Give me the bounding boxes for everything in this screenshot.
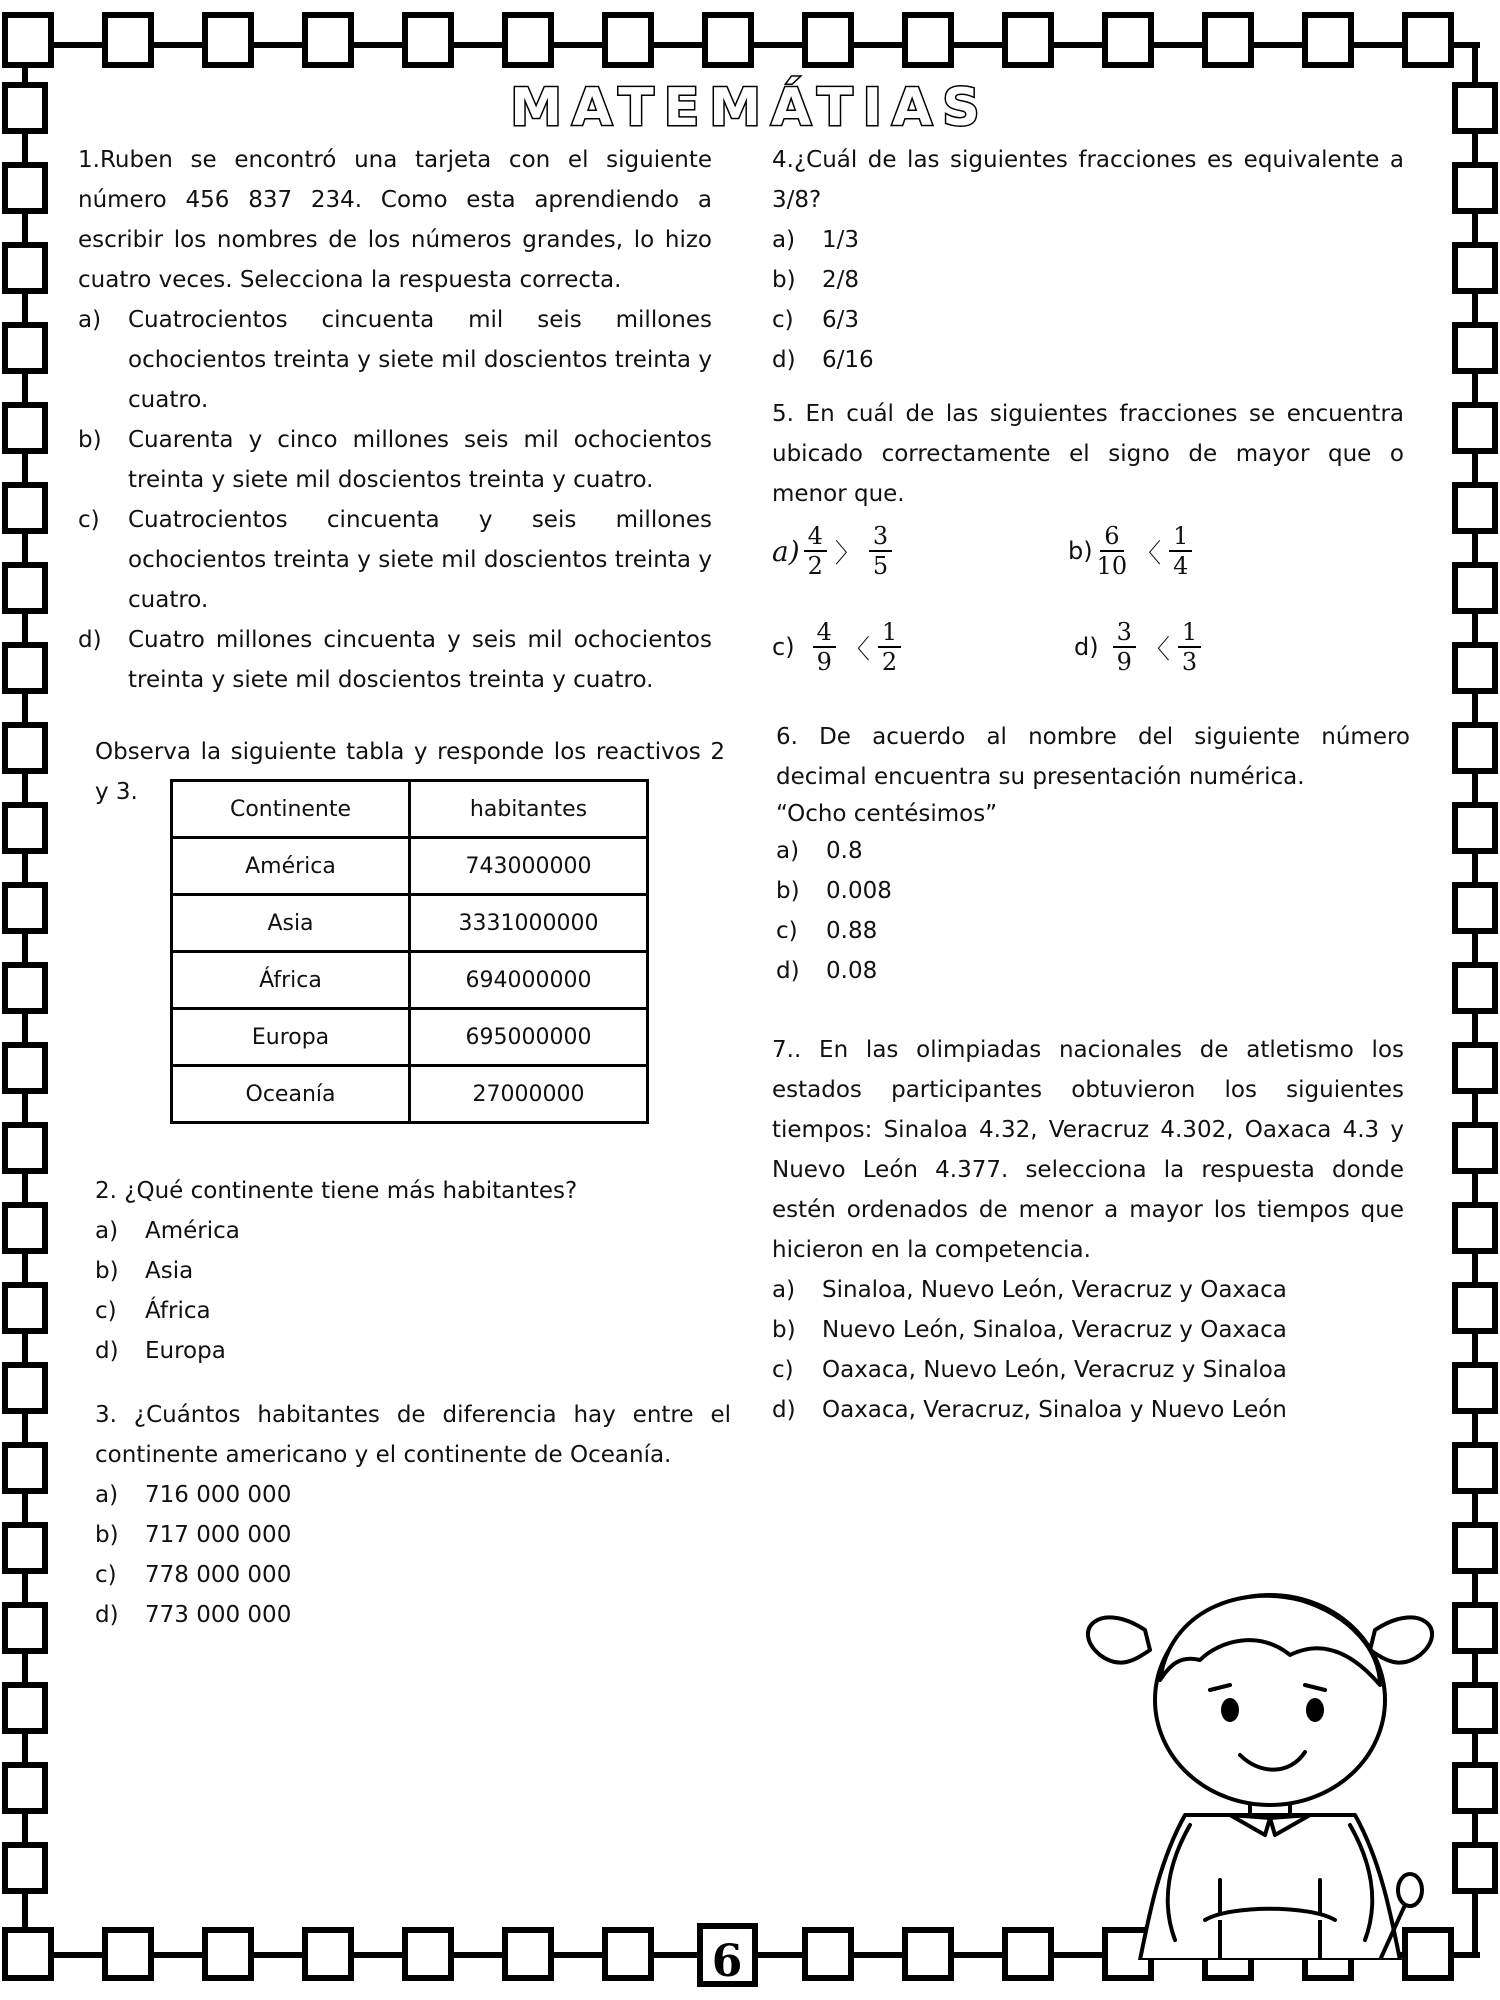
question-5-text: 5. En cuál de las siguientes fracciones se encuentra ubicado correctamente el signo de mayor que o menor que. xyxy=(772,401,1404,507)
border-box xyxy=(5,965,45,1011)
option-text: 773 000 000 xyxy=(145,1602,292,1628)
option[interactable] xyxy=(776,911,1410,951)
table-intro-text: Observa la siguiente tabla y responde los reactivos 2 y 3. xyxy=(95,739,725,805)
option-letter: b) xyxy=(78,427,102,453)
border-box xyxy=(5,1765,45,1811)
option-text: África xyxy=(145,1298,211,1324)
option[interactable] xyxy=(772,1350,1404,1390)
option-letter: a) xyxy=(776,838,800,864)
table-cell: 27000000 xyxy=(410,1066,648,1123)
comparison-sign: 〈 xyxy=(843,634,870,665)
question-2-text: 2. ¿Qué continente tiene más habitantes? xyxy=(95,1178,578,1204)
border-box xyxy=(205,1930,251,1978)
border-box xyxy=(1455,805,1495,851)
option-letter: c) xyxy=(772,1357,794,1383)
border-box xyxy=(1405,15,1451,65)
border-box xyxy=(905,1930,951,1978)
question-6 xyxy=(776,717,1410,991)
border-box xyxy=(1455,485,1495,531)
option-letter: a) xyxy=(772,227,796,253)
option-letter: a) xyxy=(772,1277,796,1303)
option[interactable] xyxy=(772,1270,1404,1310)
option-text: Sinaloa, Nuevo León, Veracruz y Oaxaca xyxy=(822,1277,1287,1303)
population-table xyxy=(170,779,649,1124)
border-box xyxy=(505,1930,551,1978)
option-text: Asia xyxy=(145,1258,194,1284)
border-box xyxy=(605,15,651,65)
option-letter: d) xyxy=(78,627,102,653)
border-box xyxy=(5,1685,45,1731)
border-box xyxy=(5,1285,45,1331)
option-text: 0.008 xyxy=(826,878,892,904)
comparison-sign: 〈 xyxy=(1135,538,1162,569)
table-row xyxy=(172,1066,648,1123)
fraction xyxy=(869,522,892,580)
option[interactable] xyxy=(78,300,712,420)
option-letter: b) xyxy=(772,1317,796,1343)
option[interactable] xyxy=(95,1291,725,1331)
fraction xyxy=(1169,522,1192,580)
numerator: 4 xyxy=(804,522,827,552)
option-text: 0.88 xyxy=(826,918,878,944)
border-box xyxy=(105,1930,151,1978)
border-box xyxy=(205,15,251,65)
option-text: 716 000 000 xyxy=(145,1482,292,1508)
option[interactable] xyxy=(78,500,712,620)
border-box xyxy=(505,15,551,65)
border-box xyxy=(1455,325,1495,371)
question-6-text: 6. De acuerdo al nombre del siguiente número decimal encuentra su presentación numérica. xyxy=(776,724,1410,790)
question-7 xyxy=(772,1030,1404,1430)
table-row xyxy=(172,952,648,1009)
option[interactable] xyxy=(95,1595,731,1635)
question-3 xyxy=(95,1395,731,1635)
option-letter: d) xyxy=(776,958,800,984)
border-box xyxy=(5,1525,45,1571)
border-box xyxy=(105,15,151,65)
page-title: MATEMÁTIAS xyxy=(510,78,990,138)
option[interactable] xyxy=(772,220,1404,260)
border-box xyxy=(5,725,45,771)
option-text: Cuarenta y cinco millones seis mil ochocientos treinta y siete mil doscientos treinta y cuatro. xyxy=(128,427,712,493)
option-text: Cuatrocientos cincuenta mil seis millones ochocientos treinta y siete mil doscientos treinta y cuatro. xyxy=(128,307,712,413)
border-box xyxy=(1455,645,1495,691)
option[interactable] xyxy=(772,522,896,580)
border-box xyxy=(1305,15,1351,65)
border-box xyxy=(5,885,45,931)
option-letter: d) xyxy=(1074,633,1099,661)
border-box xyxy=(1455,1205,1495,1251)
option-text: 1/3 xyxy=(822,227,860,253)
border-box xyxy=(5,15,51,65)
option-letter: c) xyxy=(95,1562,117,1588)
option[interactable] xyxy=(95,1211,725,1251)
option-letter: b) xyxy=(95,1258,119,1284)
option[interactable] xyxy=(95,1331,725,1371)
option[interactable] xyxy=(95,1555,731,1595)
table-header-row xyxy=(172,781,648,838)
denominator: 10 xyxy=(1096,552,1128,580)
question-2 xyxy=(95,1171,725,1371)
option-text: América xyxy=(145,1218,240,1244)
table-row xyxy=(172,1009,648,1066)
option-text: Oaxaca, Nuevo León, Veracruz y Sinaloa xyxy=(822,1357,1287,1383)
option-text: 717 000 000 xyxy=(145,1522,292,1548)
option-text: Cuatrocientos cincuenta y seis millones ochocientos treinta y siete mil doscientos treinta y cuatro. xyxy=(128,507,712,613)
border-box xyxy=(1455,1125,1495,1171)
border-box xyxy=(805,1930,851,1978)
numerator: 3 xyxy=(869,522,892,552)
table-header: Continente xyxy=(172,781,410,838)
border-box xyxy=(5,1845,45,1891)
option-letter: b) xyxy=(95,1522,119,1548)
option-text: 0.8 xyxy=(826,838,863,864)
denominator: 2 xyxy=(881,648,898,676)
table-cell: Asia xyxy=(172,895,410,952)
border-box xyxy=(805,15,851,65)
table-cell: África xyxy=(172,952,410,1009)
numerator: 1 xyxy=(1169,522,1192,552)
option-text: 0.08 xyxy=(826,958,878,984)
option-text: 6/3 xyxy=(822,307,860,333)
option-letter: a) xyxy=(78,307,102,333)
fraction xyxy=(1097,522,1128,580)
option-letter: c) xyxy=(772,307,794,333)
border-box xyxy=(5,245,45,291)
question-7-text: 7.. En las olimpiadas nacionales de atletismo los estados participantes obtuvieron los siguientes tiempos: Sinaloa 4.32, Veracruz 4.302, Oaxaca 4.3 y Nuevo León 4.377. selecciona la respuesta donde estén ordenados de menor a mayor los tiempos que hicieron en la competencia. xyxy=(772,1037,1404,1263)
border-box xyxy=(1455,405,1495,451)
option[interactable] xyxy=(776,831,1410,871)
denominator: 3 xyxy=(1181,648,1198,676)
option[interactable] xyxy=(78,620,712,700)
option-text: 778 000 000 xyxy=(145,1562,292,1588)
border-box xyxy=(1455,165,1495,211)
option-letter: c) xyxy=(772,633,795,661)
fraction xyxy=(804,522,827,580)
question-4 xyxy=(772,140,1404,380)
option-letter: b) xyxy=(1068,537,1093,565)
option-letter: c) xyxy=(78,507,100,533)
border-box xyxy=(5,405,45,451)
denominator: 2 xyxy=(807,552,823,580)
option[interactable] xyxy=(772,260,1404,300)
option-letter: a) xyxy=(772,534,800,568)
border-box xyxy=(5,165,45,211)
numerator: 1 xyxy=(878,618,901,648)
option-letter: b) xyxy=(772,267,796,293)
option[interactable] xyxy=(95,1251,725,1291)
border-box xyxy=(5,325,45,371)
option-text: Oaxaca, Veracruz, Sinaloa y Nuevo León xyxy=(822,1397,1287,1423)
question-1-text: 1.Ruben se encontró una tarjeta con el siguiente número 456 837 234. Como esta aprendiendo a escribir los nombres de los números grandes, lo hizo cuatro veces. Selecciona la respuesta correcta. xyxy=(78,147,712,293)
option-text: Nuevo León, Sinaloa, Veracruz y Oaxaca xyxy=(822,1317,1287,1343)
option-text: 2/8 xyxy=(822,267,860,293)
fraction xyxy=(1113,618,1136,676)
border-box xyxy=(1105,15,1151,65)
table-row xyxy=(172,895,648,952)
option[interactable] xyxy=(776,871,1410,911)
border-box xyxy=(1455,245,1495,291)
border-box xyxy=(1455,1285,1495,1331)
question-6-quote: “Ocho centésimos” xyxy=(776,801,998,827)
table-cell: Europa xyxy=(172,1009,410,1066)
border-box xyxy=(405,1930,451,1978)
border-box xyxy=(1455,1365,1495,1411)
question-3-text: 3. ¿Cuántos habitantes de diferencia hay entre el continente americano y el continente de Oceanía. xyxy=(95,1402,731,1468)
option-letter: d) xyxy=(95,1338,119,1364)
denominator: 9 xyxy=(816,648,832,676)
border-box xyxy=(1455,725,1495,771)
question-4-text: 4.¿Cuál de las siguientes fracciones es equivalente a 3/8? xyxy=(772,147,1404,213)
question-5 xyxy=(772,394,1404,514)
denominator: 5 xyxy=(872,552,889,580)
table-cell: Oceanía xyxy=(172,1066,410,1123)
table-cell: 3331000000 xyxy=(410,895,648,952)
denominator: 4 xyxy=(1173,552,1189,580)
option-letter: c) xyxy=(776,918,798,944)
option[interactable] xyxy=(1068,522,1196,580)
table-row xyxy=(172,838,648,895)
border-box xyxy=(1455,965,1495,1011)
option-letter: d) xyxy=(95,1602,119,1628)
border-box xyxy=(5,1445,45,1491)
border-box xyxy=(305,15,351,65)
border-box xyxy=(405,15,451,65)
option[interactable] xyxy=(772,618,905,676)
border-box xyxy=(1005,1930,1051,1978)
border-box xyxy=(905,15,951,65)
denominator: 9 xyxy=(1116,648,1132,676)
girl-illustration xyxy=(1080,1560,1480,1960)
table-cell: América xyxy=(172,838,410,895)
table-cell: 694000000 xyxy=(410,952,648,1009)
option-letter: a) xyxy=(95,1482,119,1508)
option[interactable] xyxy=(772,300,1404,340)
option[interactable] xyxy=(776,951,1410,991)
border-box xyxy=(5,645,45,691)
comparison-sign: 〈 xyxy=(1143,634,1170,665)
page-number: 6 xyxy=(711,1936,743,1987)
border-box xyxy=(5,1205,45,1251)
table-header: habitantes xyxy=(410,781,648,838)
border-box xyxy=(5,1930,51,1978)
option[interactable] xyxy=(772,1390,1404,1430)
option[interactable] xyxy=(78,420,712,500)
border-box xyxy=(5,565,45,611)
option[interactable] xyxy=(1074,618,1205,676)
option-letter: b) xyxy=(776,878,800,904)
border-box xyxy=(705,15,751,65)
numerator: 4 xyxy=(813,618,836,648)
border-box xyxy=(5,805,45,851)
border-box xyxy=(1455,565,1495,611)
option-text: Europa xyxy=(145,1338,226,1364)
border-box xyxy=(605,1930,651,1978)
option-letter: d) xyxy=(772,347,796,373)
table-cell: 743000000 xyxy=(410,838,648,895)
border-box xyxy=(5,1125,45,1171)
border-box xyxy=(5,1605,45,1651)
border-box xyxy=(1455,1045,1495,1091)
border-box xyxy=(1005,15,1051,65)
option-text: Cuatro millones cincuenta y seis mil ochocientos treinta y siete mil doscientos treinta y cuatro. xyxy=(128,627,712,693)
numerator: 3 xyxy=(1113,618,1136,648)
border-box xyxy=(1455,1445,1495,1491)
option[interactable] xyxy=(772,340,1404,380)
fraction xyxy=(1178,618,1201,676)
border-box xyxy=(1455,885,1495,931)
table-cell: 695000000 xyxy=(410,1009,648,1066)
option[interactable] xyxy=(95,1475,731,1515)
border-box xyxy=(5,1045,45,1091)
border-box xyxy=(5,1365,45,1411)
numerator: 6 xyxy=(1100,522,1123,552)
option[interactable] xyxy=(95,1515,731,1555)
border-box xyxy=(1205,15,1251,65)
numerator: 1 xyxy=(1178,618,1201,648)
option-text: 6/16 xyxy=(822,347,874,373)
comparison-sign: 〉 xyxy=(834,538,861,569)
option-letter: c) xyxy=(95,1298,117,1324)
fraction xyxy=(878,618,901,676)
option-letter: d) xyxy=(772,1397,796,1423)
question-1 xyxy=(78,140,712,700)
border-box xyxy=(5,485,45,531)
border-box xyxy=(305,1930,351,1978)
option[interactable] xyxy=(772,1310,1404,1350)
fraction xyxy=(813,618,836,676)
option-letter: a) xyxy=(95,1218,119,1244)
